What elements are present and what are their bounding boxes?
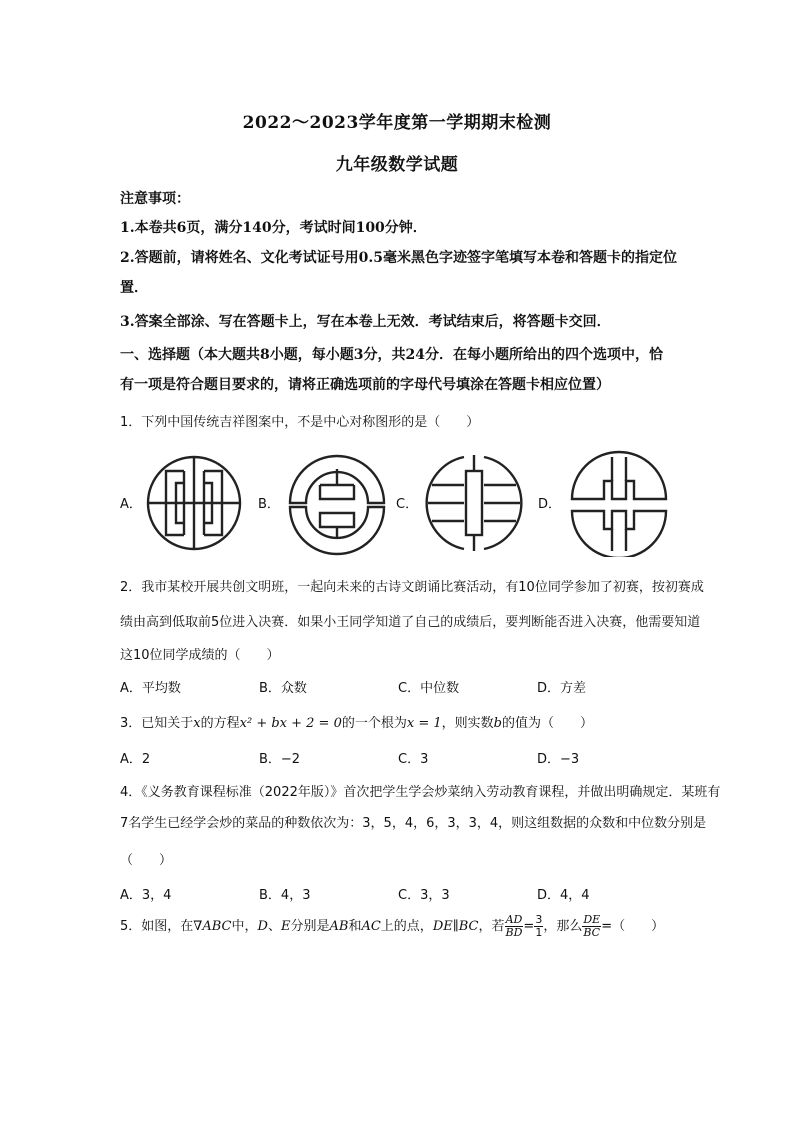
q2-option-d[interactable]: D．方差 [537,681,587,696]
q5-frac2-num: 3 [535,913,543,926]
q5-text-1: 5．如图，在 [120,919,194,934]
note-1: 1.本卷共6页，满分140分，考试时间100分钟． [120,220,427,236]
q3-text-1: 3．已知关于 [120,716,194,731]
question-1-images [120,427,720,557]
q5-fraction-ad-bd [505,914,524,939]
q3-root: x = 1 [406,716,442,731]
q5-equals-2: = [601,919,613,934]
emblem-d-icon [564,427,674,557]
q5-triangle: ∇ABC [193,919,232,934]
q5-equals-1: = [523,919,535,934]
q4-option-b[interactable]: B．4，3 [259,888,311,903]
q5-text-5: 和 [348,919,362,934]
q5-fraction-de-bc [582,914,601,939]
note-3: 3.答案全部涂、写在答题卡上，写在本卷上无效．考试结束后，将答题卡交回． [120,314,611,330]
q3-var-x: x [193,716,201,731]
question-1-stem: 1．下列中国传统吉祥图案中，不是中心对称图形的是（ ） [120,415,480,430]
q5-frac3-num: DE [583,913,601,926]
q5-text-4: 分别是 [290,919,330,934]
q4-option-d[interactable]: D．4，4 [537,888,590,903]
notes-heading: 注意事项： [120,191,190,207]
q5-side-ac: AC [361,919,381,934]
option-c-label: C． [396,497,419,512]
q5-parallel: DE∥BC [432,919,479,934]
q5-frac3-den: BC [583,926,601,939]
q3-text-3: 的一个根为 [341,716,407,731]
note-2-line-2: 置． [120,280,148,296]
q5-text-8: ，那么 [543,919,583,934]
q5-text-7: ，若 [478,919,505,934]
q2-option-c[interactable]: C．中位数 [398,681,460,696]
q5-side-ab: AB [329,919,349,934]
q5-text-3: 、 [267,919,281,934]
q2-option-a[interactable]: A．平均数 [120,681,181,696]
exam-title: 2022～2023学年度第一学期期末检测 [242,113,552,133]
q5-point-d: D [257,919,268,934]
q3-text-5: 的值为（ ） [501,716,593,731]
exam-subtitle: 九年级数学试题 [335,155,459,175]
section-1-line-2: 有一项是符合题目要求的，请将正确选项前的字母代号填涂在答题卡相应位置） [120,377,610,393]
note-2-line-1: 2.答题前，请将姓名、文化考试证号用0.5毫米黑色字迹签字笔填写本卷和答题卡的指定位 [120,250,677,266]
emblem-b-icon [284,427,390,557]
question-5-stem [120,914,760,939]
option-d-label: D． [538,497,562,512]
q3-option-b[interactable]: B．−2 [259,752,301,767]
emblem-a-icon [144,427,246,557]
q2-option-b[interactable]: B．众数 [259,681,307,696]
q3-text-2: 的方程 [200,716,240,731]
question-2-options [120,677,760,697]
section-1-line-1: 一、选择题（本大题共8小题，每小题3分，共24分．在每小题所给出的四个选项中，恰 [120,347,663,363]
q3-text-4: ，则实数 [441,716,494,731]
question-4-options [120,884,760,904]
question-4-line-1: 4．《义务教育课程标准（2022年版）》首次把学生学会炒菜纳入劳动教育课程，并做出明确规定．某班有 [120,785,721,800]
emblem-c-icon [422,427,526,557]
q4-option-c[interactable]: C．3，3 [398,888,450,903]
question-3-options [120,748,760,768]
q3-option-a[interactable]: A．2 [120,752,151,767]
question-2-line-2: 绩由高到低取前5位进入决赛．如果小王同学知道了自己的成绩后，要判断能否进入决赛，他需要知道 [120,615,701,630]
question-4-line-2: 7名学生已经学会炒的菜品的种数依次为：3，5，4，6，3，3，4，则这组数据的众数和中位数分别是 [120,816,707,831]
q5-frac2-den: 1 [535,926,543,939]
q3-option-d[interactable]: D．−3 [537,752,580,767]
q5-point-e: E [280,919,291,934]
q5-text-9: （ ） [612,919,665,934]
q3-equation: x² + bx + 2 = 0 [239,716,342,731]
q5-frac1-den: BD [505,926,523,939]
q5-text-2: 中， [231,919,258,934]
question-2-line-1: 2．我市某校开展共创文明班，一起向未来的古诗文朗诵比赛活动，有10位同学参加了初赛，按初赛成 [120,580,704,595]
q4-option-a[interactable]: A．3，4 [120,888,172,903]
q3-var-b: b [493,716,502,731]
option-b-label: B． [258,497,280,512]
question-3-stem [120,712,760,731]
q5-fraction-3-1 [534,914,543,939]
q3-option-c[interactable]: C．3 [398,752,429,767]
q5-text-6: 上的点， [380,919,433,934]
q5-frac1-num: AD [505,913,523,926]
question-4-line-3: （ ） [120,853,173,868]
question-2-line-3: 这10位同学成绩的（ ） [120,648,280,663]
option-a-label: A． [120,497,142,512]
